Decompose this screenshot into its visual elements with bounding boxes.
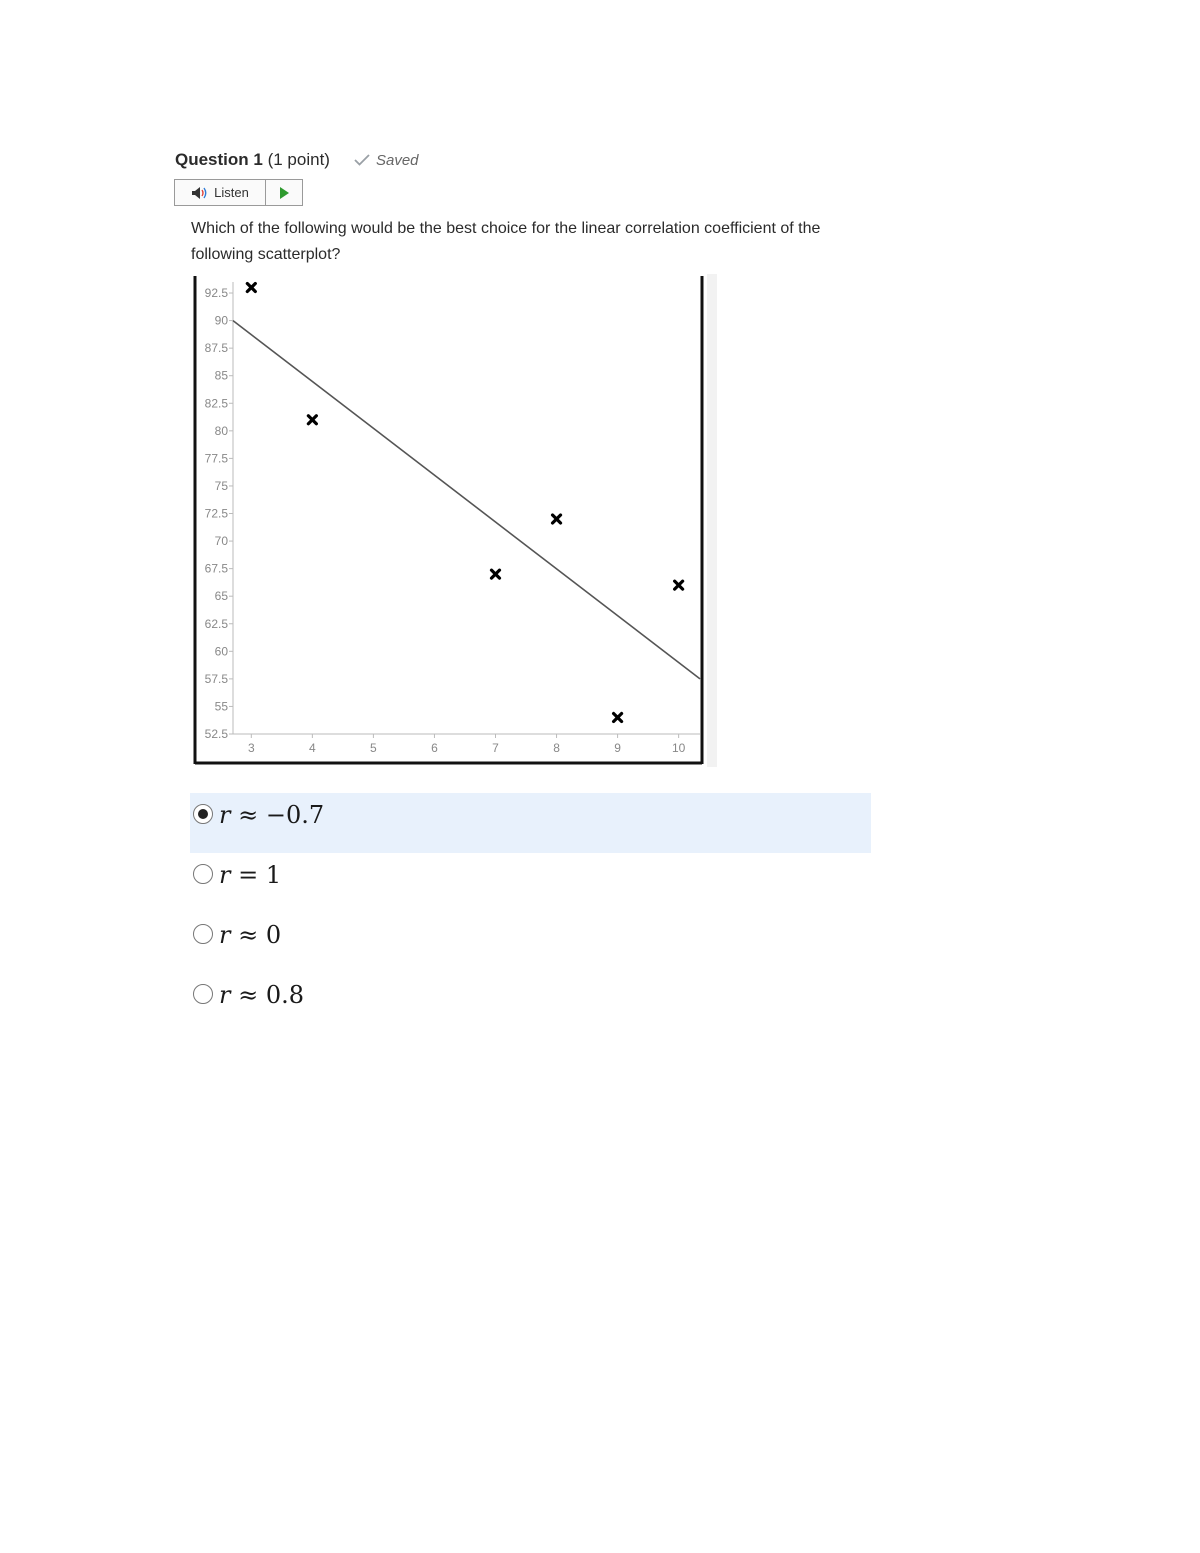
option-r-approx-neg-0-7[interactable] [190,793,871,853]
y-tick-label: 62.5 [204,616,228,631]
question-title: Question 1 [175,150,263,169]
y-tick-label: 67.5 [204,561,228,576]
x-tick-label: 8 [553,741,560,755]
option-rel: ≈ [238,921,259,949]
option-var: r [219,801,231,829]
play-icon [279,187,289,199]
option-r-approx-0[interactable] [190,913,871,973]
option-rel: ≈ [238,801,259,829]
option-r-eq-1[interactable] [190,853,871,913]
y-tick-label: 70 [214,534,228,549]
question-header [175,148,419,172]
saved-label: Saved [375,151,419,169]
option-var: r [219,861,231,889]
option-rel: ≈ [238,981,259,1009]
option-label [219,801,324,829]
radio-button[interactable] [193,804,213,824]
y-tick-label: 55 [214,699,228,714]
x-tick-label: 6 [431,741,438,755]
y-tick-label: 72.5 [204,506,228,521]
x-tick-label: 3 [247,741,255,755]
chart-right-margin [707,274,717,767]
option-label [219,981,304,1009]
x-tick-label: 9 [614,741,621,755]
radio-button[interactable] [193,924,213,944]
speaker-icon [191,186,211,200]
y-tick-label: 77.5 [204,451,228,466]
scatterplot [190,274,717,767]
option-val: 0 [265,921,282,949]
y-tick-label: 87.5 [204,341,228,356]
answer-options [190,793,871,1033]
y-tick-label: 92.5 [204,286,228,301]
question-points: (1 point) [267,150,330,169]
option-label [219,921,281,949]
question-prompt: Which of the following would be the best choice for the linear correlation coefficient of the following scatterplot? [191,220,821,263]
y-tick-label: 60 [214,644,228,659]
scatterplot-svg [190,274,717,767]
radio-dot [198,809,208,819]
saved-status [354,152,419,169]
y-tick-label: 82.5 [204,396,228,411]
listen-button[interactable] [175,180,265,205]
listen-label: Listen [214,185,249,200]
question-heading [175,150,330,170]
y-tick-label: 52.5 [204,727,228,741]
option-val: −0.7 [265,801,325,829]
option-var: r [219,981,231,1009]
play-button[interactable] [265,180,302,205]
y-tick-label: 80 [214,423,228,438]
x-tick-label: 7 [492,741,499,755]
x-tick-label: 4 [309,741,316,755]
option-val: 0.8 [265,981,305,1009]
x-tick-label: 5 [370,741,377,755]
y-tick-label: 90 [214,313,228,328]
y-tick-label: 75 [214,478,228,493]
x-tick-label: 10 [671,741,686,755]
y-tick-label: 85 [214,368,228,383]
option-val: 1 [265,861,282,889]
radio-button[interactable] [193,864,213,884]
checkmark-icon [354,154,370,166]
y-tick-label: 57.5 [204,671,228,686]
option-var: r [219,921,231,949]
option-label [219,861,281,889]
option-rel: = [238,861,259,889]
y-tick-label: 65 [214,589,228,604]
listen-control [174,179,303,206]
radio-button[interactable] [193,984,213,1004]
option-r-approx-0-8[interactable] [190,973,871,1033]
